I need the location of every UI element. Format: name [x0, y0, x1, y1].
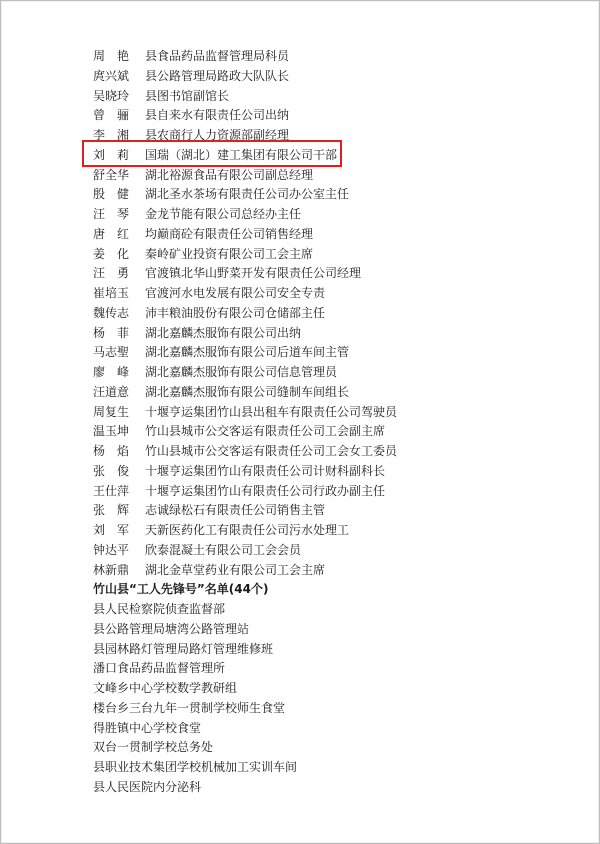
- list-item: [93, 482, 563, 502]
- list-item: [93, 363, 563, 383]
- list-item: [93, 738, 563, 758]
- list-item: [93, 166, 563, 186]
- person-unit: 竹山县城市公交客运有限责任公司工会女工委员: [145, 444, 398, 458]
- person-name: 姜 化: [93, 246, 130, 261]
- person-unit: 均巅商砼有限责任公司销售经理: [145, 226, 314, 241]
- person-name: 汪 琴: [93, 207, 130, 221]
- person-name: 舒全华: [93, 167, 130, 182]
- person-unit: 欣泰混凝土有限公司工会会员: [145, 542, 302, 557]
- person-name: 钟达平: [93, 542, 130, 557]
- honor-list: [93, 47, 563, 798]
- list-item: [93, 679, 563, 699]
- list-item: [93, 264, 563, 284]
- person-unit: 十堰亨运集团竹山有限责任公司计财科副科长: [145, 463, 386, 478]
- unit-name: 县人民医院内分泌科: [93, 779, 202, 794]
- person-unit: 十堰亨运集团竹山有限责任公司行政办副主任: [145, 483, 386, 498]
- person-unit: 竹山县城市公交客运有限责任公司工会副主席: [145, 424, 386, 439]
- person-name: 汪 勇: [93, 266, 130, 281]
- list-item-highlighted: [93, 146, 563, 166]
- list-item: [93, 521, 563, 541]
- unit-name: 文峰乡中心学校数学教研组: [93, 681, 238, 695]
- person-name: 汪道意: [93, 384, 130, 399]
- person-unit: 志诚绿松石有限责任公司销售主管: [145, 503, 326, 518]
- person-unit: 官渡镇北华山野菜开发有限责任公司经理: [145, 266, 362, 281]
- person-unit: 国瑞（湖北）建工集团有限公司干部: [145, 147, 338, 162]
- person-name: 刘 莉: [93, 147, 130, 162]
- person-unit: 沛丰粮油股份有限公司仓储部主任: [145, 305, 326, 320]
- list-item: [93, 640, 563, 660]
- person-unit: 县图书馆副馆长: [145, 88, 230, 103]
- unit-name: 县人民检察院侦查监督部: [93, 602, 226, 616]
- person-name: 温玉坤: [93, 424, 130, 439]
- unit-name: 得胜镇中心学校食堂: [93, 720, 202, 735]
- list-item: [93, 442, 563, 462]
- list-item: [93, 758, 563, 778]
- person-unit: 十堰亨运集团竹山县出租车有限责任公司驾驶员: [145, 404, 398, 419]
- person-name: 杨 焰: [93, 444, 130, 458]
- unit-name: 楼台乡三台九年一贯制学校师生食堂: [93, 700, 286, 715]
- person-name: 张 辉: [93, 503, 130, 518]
- unit-name: 县职业技术集团学校机械加工实训车间: [93, 760, 298, 774]
- person-name: 刘 军: [93, 523, 130, 537]
- person-name: 殷 健: [93, 187, 130, 202]
- person-name: 廖 峰: [93, 365, 130, 379]
- person-name: 周 艳: [93, 49, 130, 63]
- person-name: 庹兴斌: [93, 68, 130, 83]
- person-unit: 湖北嘉麟杰服饰有限公司缝制车间组长: [145, 384, 350, 399]
- list-item: [93, 67, 563, 87]
- person-name: 魏传志: [93, 305, 130, 320]
- person-unit: 金龙节能有限公司总经办主任: [145, 207, 302, 221]
- person-name: 吴晓玲: [93, 88, 130, 103]
- person-unit: 县自来水有限责任公司出纳: [145, 108, 290, 123]
- list-item: [93, 304, 563, 324]
- list-item: [93, 403, 563, 423]
- list-item: [93, 185, 563, 205]
- list-item: [93, 225, 563, 245]
- person-name: 李 湘: [93, 128, 130, 142]
- list-item: [93, 284, 563, 304]
- list-item: [93, 343, 563, 363]
- person-unit: 湖北嘉麟杰服饰有限公司出纳: [145, 325, 302, 340]
- person-name: 林新鼎: [93, 562, 130, 577]
- list-item: [93, 324, 563, 344]
- list-item: [93, 462, 563, 482]
- section-heading: 竹山县“工人先锋号”名单(44个): [93, 582, 269, 597]
- list-item: [93, 561, 563, 581]
- list-item: [93, 126, 563, 146]
- person-name: 崔培玉: [93, 286, 130, 300]
- list-item: [93, 778, 563, 798]
- person-unit: 天新医药化工有限责任公司污水处理工: [145, 523, 350, 537]
- list-item: [93, 541, 563, 561]
- person-name: 周复生: [93, 404, 130, 419]
- person-name: 张 俊: [93, 463, 130, 478]
- person-unit: 官渡河水电发展有限公司安全专责: [145, 286, 326, 300]
- person-name: 杨 菲: [93, 325, 130, 340]
- list-item: [93, 699, 563, 719]
- person-name: 曾 骊: [93, 108, 130, 123]
- list-item: [93, 422, 563, 442]
- person-name: 唐 红: [93, 226, 130, 241]
- list-item: [93, 87, 563, 107]
- list-item: [93, 501, 563, 521]
- list-item: [93, 600, 563, 620]
- person-unit: 湖北裕源食品有限公司副总经理: [145, 167, 314, 182]
- person-unit: 县食品药品监督管理局科员: [145, 49, 290, 63]
- unit-name: 双台一贯制学校总务处: [93, 740, 214, 755]
- person-name: 王仕萍: [93, 483, 130, 498]
- unit-name: 潘口食品药品监督管理所: [93, 661, 226, 676]
- person-unit: 湖北嘉麟杰服饰有限公司信息管理员: [145, 365, 338, 379]
- unit-name: 县公路管理局塘湾公路管理站: [93, 621, 250, 636]
- list-item: [93, 383, 563, 403]
- list-item: [93, 205, 563, 225]
- list-item: [93, 719, 563, 739]
- person-unit: 湖北嘉麟杰服饰有限公司后道车间主管: [145, 345, 350, 360]
- list-item: [93, 47, 563, 67]
- list-item: [93, 106, 563, 126]
- list-item: [93, 245, 563, 265]
- person-unit: 县农商行人力资源部副经理: [145, 128, 290, 142]
- list-item: [93, 659, 563, 679]
- person-unit: 秦岭矿业投资有限公司工会主席: [145, 246, 314, 261]
- unit-name: 县园林路灯管理局路灯管理维修班: [93, 641, 274, 656]
- person-unit: 县公路管理局路政大队队长: [145, 68, 290, 83]
- person-unit: 湖北金草堂药业有限公司工会主席: [145, 562, 326, 577]
- person-unit: 湖北圣水茶场有限责任公司办公室主任: [145, 187, 350, 202]
- person-name: 马志聖: [93, 345, 130, 360]
- list-item: [93, 620, 563, 640]
